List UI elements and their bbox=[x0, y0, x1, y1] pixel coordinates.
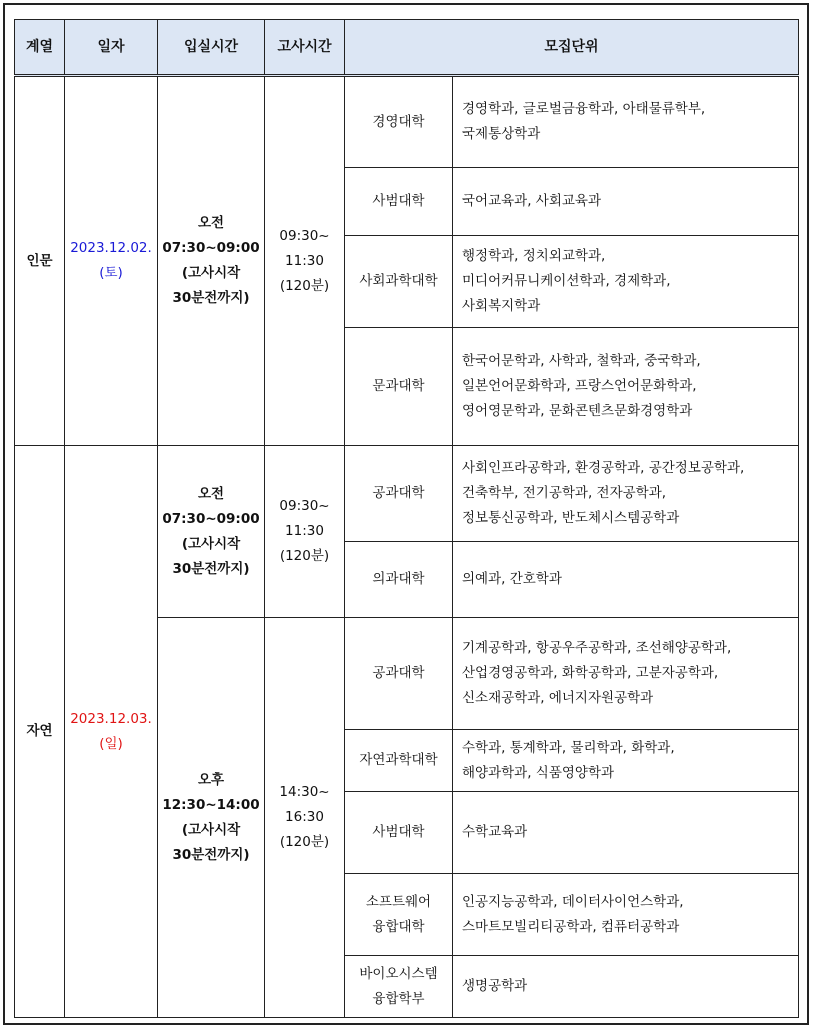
exam-line: (120분) bbox=[279, 834, 330, 850]
entry-line: 30분전까지) bbox=[172, 560, 250, 577]
header-date: 일자 bbox=[65, 20, 158, 76]
department-list bbox=[453, 792, 799, 874]
department-list bbox=[453, 874, 799, 956]
college-name-line: 융합대학 bbox=[372, 918, 425, 935]
entry-line: 30분전까지) bbox=[172, 846, 250, 863]
department-list bbox=[453, 618, 799, 730]
department-line: 건축학부, 전기공학과, 전자공학과, bbox=[462, 485, 667, 501]
exam-line: 11:30 bbox=[285, 523, 324, 539]
department-list bbox=[453, 76, 799, 168]
college-name-line: 문과대학 bbox=[372, 378, 425, 394]
department-list bbox=[453, 328, 799, 446]
track-science: 자연 bbox=[15, 446, 65, 1018]
entry-line: 오후 bbox=[197, 771, 225, 788]
entry-line: 오전 bbox=[197, 485, 225, 502]
table-row bbox=[15, 76, 799, 168]
department-line: 기계공학과, 항공우주공학과, 조선해양공학과, bbox=[462, 640, 732, 656]
date-humanities bbox=[65, 76, 158, 446]
college-name bbox=[345, 618, 453, 730]
exam-line: 09:30~ bbox=[279, 227, 330, 244]
college-name-line: 의과대학 bbox=[372, 571, 425, 587]
track-humanities: 인문 bbox=[15, 76, 65, 446]
college-name-line: 융합학부 bbox=[372, 990, 425, 1007]
department-list bbox=[453, 542, 799, 618]
college-name-line: 바이오시스템 bbox=[359, 965, 438, 982]
college-name bbox=[345, 76, 453, 168]
college-name bbox=[345, 792, 453, 874]
college-name bbox=[345, 446, 453, 542]
date-science bbox=[65, 446, 158, 1018]
header-track: 계열 bbox=[15, 20, 65, 76]
college-name-line: 공과대학 bbox=[372, 485, 425, 501]
department-line: 국어교육과, 사회교육과 bbox=[462, 193, 601, 209]
department-line: 행정학과, 정치외교학과, bbox=[462, 248, 606, 264]
department-list bbox=[453, 446, 799, 542]
college-name bbox=[345, 168, 453, 236]
college-name-line: 소프트웨어 bbox=[365, 893, 432, 910]
department-line: 수학교육과 bbox=[462, 824, 528, 840]
college-name bbox=[345, 956, 453, 1018]
department-line: 해양과학과, 식품영양학과 bbox=[462, 764, 615, 781]
department-line: 사회인프라공학과, 환경공학과, 공간정보공학과, bbox=[462, 460, 745, 476]
college-name-line: 자연과학대학 bbox=[359, 752, 438, 768]
department-line: 의예과, 간호학과 bbox=[462, 571, 562, 587]
table-row bbox=[15, 446, 799, 542]
entry-line: 07:30~09:00 bbox=[162, 510, 260, 527]
college-name bbox=[345, 542, 453, 618]
entry-time-humanities bbox=[158, 76, 265, 446]
day-text: (일) bbox=[99, 735, 123, 752]
department-list bbox=[453, 168, 799, 236]
entry-line: (고사시작 bbox=[181, 535, 241, 552]
department-line: 한국어문학과, 사학과, 철학과, 중국학과, bbox=[462, 353, 701, 369]
department-line: 산업경영공학과, 화학공학과, 고분자공학과, bbox=[462, 665, 719, 681]
entry-time-science-morning bbox=[158, 446, 265, 618]
department-line: 국제통상학과 bbox=[462, 126, 541, 142]
header-exam-time: 고사시간 bbox=[265, 20, 345, 76]
exam-line: (120분) bbox=[279, 548, 330, 564]
entry-line: (고사시작 bbox=[181, 265, 241, 281]
college-name bbox=[345, 236, 453, 328]
entry-line: 12:30~14:00 bbox=[162, 796, 260, 813]
college-name-line: 사범대학 bbox=[372, 193, 425, 209]
department-list bbox=[453, 730, 799, 792]
department-list bbox=[453, 236, 799, 328]
entry-time-science-afternoon bbox=[158, 618, 265, 1018]
entry-line: (고사시작 bbox=[181, 821, 241, 838]
exam-line: 11:30 bbox=[285, 252, 324, 269]
department-line: 사회복지학과 bbox=[462, 298, 541, 314]
department-line: 정보통신공학과, 반도체시스템공학과 bbox=[462, 510, 680, 526]
department-line: 수학과, 통계학과, 물리학과, 화학과, bbox=[462, 739, 675, 756]
department-line: 일본언어문화학과, 프랑스언어문화학과, bbox=[462, 378, 697, 394]
header-row bbox=[15, 20, 799, 76]
college-name-line: 경영대학 bbox=[372, 113, 425, 130]
exam-schedule-table bbox=[14, 19, 799, 1018]
exam-line: (120분) bbox=[279, 277, 330, 294]
department-line: 인공지능공학과, 데이터사이언스학과, bbox=[462, 893, 684, 910]
exam-line: 16:30 bbox=[285, 809, 324, 825]
exam-time-humanities bbox=[265, 76, 345, 446]
exam-line: 14:30~ bbox=[279, 784, 330, 800]
department-line: 스마트모빌리티공학과, 컴퓨터공학과 bbox=[462, 918, 680, 935]
department-line: 생명공학과 bbox=[462, 978, 528, 994]
department-line: 미디어커뮤니케이션학과, 경제학과, bbox=[462, 273, 671, 289]
entry-line: 07:30~09:00 bbox=[162, 240, 260, 256]
department-list bbox=[453, 956, 799, 1018]
date-text: 2023.12.03. bbox=[70, 710, 152, 727]
college-name-line: 공과대학 bbox=[372, 665, 425, 681]
department-line: 영어영문학과, 문화콘텐츠문화경영학과 bbox=[462, 403, 693, 419]
header-recruitment-unit: 모집단위 bbox=[345, 20, 799, 76]
college-name-line: 사범대학 bbox=[372, 824, 425, 840]
college-name bbox=[345, 730, 453, 792]
college-name bbox=[345, 874, 453, 956]
department-line: 경영학과, 글로벌금융학과, 아태물류학부, bbox=[462, 101, 706, 117]
exam-time-science-afternoon bbox=[265, 618, 345, 1018]
entry-line: 오전 bbox=[197, 215, 225, 231]
date-text: 2023.12.02. bbox=[70, 240, 152, 256]
entry-line: 30분전까지) bbox=[172, 290, 250, 306]
college-name-line: 사회과학대학 bbox=[359, 273, 438, 289]
day-text: (토) bbox=[99, 265, 123, 281]
department-line: 신소재공학과, 에너지자원공학과 bbox=[462, 690, 654, 706]
exam-time-science-morning bbox=[265, 446, 345, 618]
exam-line: 09:30~ bbox=[279, 498, 330, 514]
college-name bbox=[345, 328, 453, 446]
header-entry-time: 입실시간 bbox=[158, 20, 265, 76]
